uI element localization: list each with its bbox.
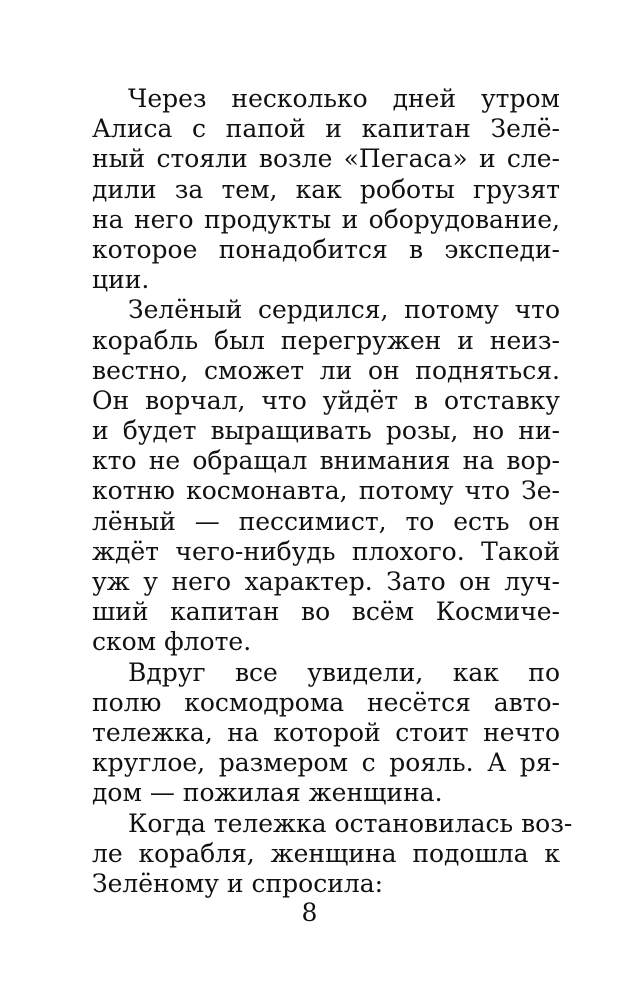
paragraph-4-line-2: ле корабля, женщина подошла к	[92, 838, 560, 868]
paragraph-1-line-5: на него продукты и оборудование,	[92, 204, 560, 234]
paragraph-1-line-3: ный стояли возле «Пегаса» и сле-	[92, 144, 560, 174]
paragraph-2-line-8: лёный — пессимист, то есть он	[92, 506, 560, 536]
paragraph-1-line-6: которое понадобится в экспеди-	[92, 234, 560, 264]
paragraph-2-line-3: вестно, сможет ли он подняться.	[92, 355, 560, 385]
paragraph-3-line-4: круглое, размером с рояль. А ря-	[92, 748, 560, 778]
paragraph-2-line-9: ждёт чего-нибудь плохого. Такой	[92, 536, 560, 566]
paragraph-2-line-10: уж у него характер. Зато он луч-	[92, 567, 560, 596]
body-text	[92, 84, 573, 899]
paragraph-2-line-12: ском флоте.	[92, 627, 252, 657]
paragraph-2-line-6: кто не обращал внимания на вор-	[92, 446, 560, 476]
paragraph-3-line-2: полю космодрома несётся авто-	[92, 687, 560, 717]
paragraph-1-line-7: ции.	[92, 265, 150, 295]
paragraph-2-line-4: Он ворчал, что уйдёт в отставку	[92, 385, 560, 415]
paragraph-4-line-1: Когда тележка остановилась воз-	[128, 808, 573, 838]
paragraph-2-line-1: Зелёный сердился, потому что	[128, 295, 560, 325]
paragraph-2-line-5: и будет выращивать розы, но ни-	[92, 416, 560, 446]
paragraph-2-line-11: ший капитан во всём Космиче-	[92, 597, 560, 627]
paragraph-1-line-2: Алиса с папой и капитан Зелё-	[92, 114, 560, 144]
page-number: 8	[301, 898, 318, 927]
paragraph-1-line-1: Через несколько дней утром	[128, 84, 560, 113]
paragraph-1-line-4: дили за тем, как роботы грузят	[92, 174, 560, 204]
paragraph-3-line-3: тележка, на которой стоит нечто	[92, 717, 560, 747]
paragraph-2-line-2: корабль был перегружен и неиз-	[92, 325, 560, 355]
paragraph-3-line-5: дом — пожилая женщина.	[92, 778, 443, 808]
paragraph-3-line-1: Вдруг все увидели, как по	[128, 657, 560, 687]
paragraph-2-line-7: котню космонавта, потому что Зе-	[92, 476, 560, 506]
paragraph-4-line-3: Зелёному и спросила:	[92, 868, 384, 898]
